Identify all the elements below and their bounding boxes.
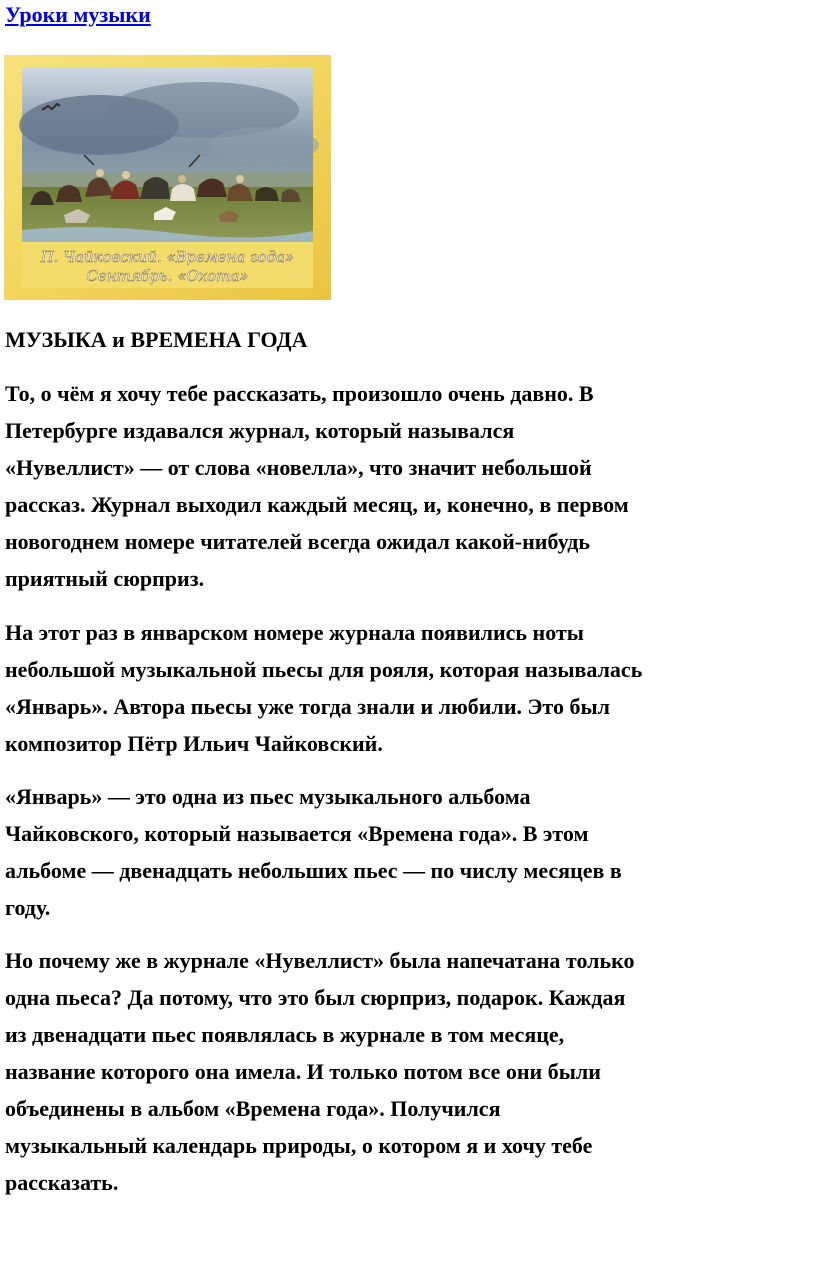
text-line: «Январь» — это одна из пьес музыкального альбома [5,784,531,809]
text-line: объединены в альбом «Времена года». Получился [5,1096,501,1121]
cloud [209,127,319,163]
text-line: То, о чём я хочу тебе рассказать, произошло очень давно. В [5,381,594,406]
text-line: композитор Пётр Ильич Чайковский. [5,731,383,756]
text-line: приятный сюрприз. [5,566,205,591]
text-line: году. [5,895,51,920]
lessons-link[interactable]: Уроки музыки [5,2,151,27]
text-line: из двенадцати пьес появлялась в журнале в том месяце, [5,1022,565,1047]
text-line: Чайковского, который называется «Времена года». В этом [5,821,589,846]
text-line: новогоднем номере читателей всегда ожидал какой-нибудь [5,529,591,554]
text-line: «Нувеллист» — от слова «новелла», что значит небольшой [5,455,592,480]
text-line: Петербурге издавался журнал, который назывался [5,418,515,443]
hunting-painting-image [4,55,331,300]
text-line: альбоме — двенадцать небольших пьес — по числу месяцев в [5,858,622,883]
paragraph-1 [5,375,811,597]
text-line: На этот раз в январском номере журнала появились ноты [5,620,584,645]
text-line: рассказ. Журнал выходил каждый месяц, и, конечно, в первом [5,492,629,517]
text-line: рассказать. [5,1170,119,1195]
text-line: Но почему же в журнале «Нувеллист» была напечатана только [5,948,635,973]
paragraph-4 [5,942,811,1201]
paragraph-2 [5,614,811,762]
caption-line-2: Сентябрь. «Охота» [86,267,249,285]
paragraph-3 [5,778,811,926]
text-line: музыкальный календарь природы, о котором я и хочу тебе [5,1133,593,1158]
text-line: название которого она имела. И только потом все они были [5,1059,601,1084]
text-line: одна пьеса? Да потому, что это был сюрприз, подарок. Каждая [5,985,626,1010]
caption-line-1: П. Чайковский. «Времена года» [40,248,295,266]
article-title: МУЗЫКА и ВРЕМЕНА ГОДА [5,327,308,352]
text-line: небольшой музыкальной пьесы для рояля, которая называлась [5,657,643,682]
text-line: «Январь». Автора пьесы уже тогда знали и любили. Это был [5,694,610,719]
